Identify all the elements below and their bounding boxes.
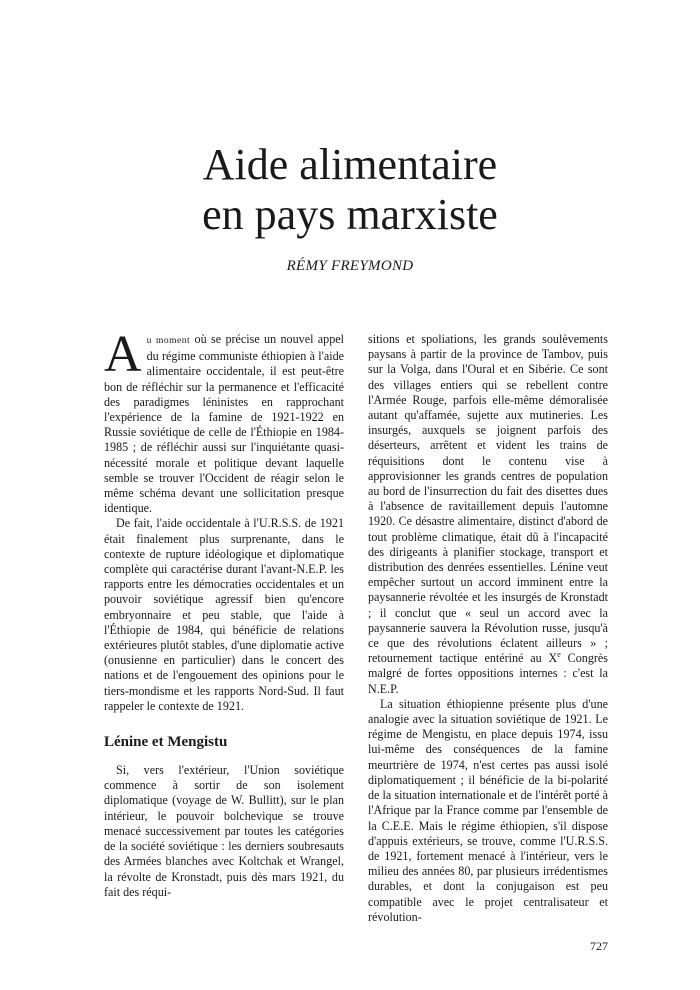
first-words: u moment: [146, 336, 191, 346]
paragraph-4-text: sitions et spoliations, les grands soulèvements paysans à partir de la province de Tambov, puis sur la Volga, dans l'Oural et en Sibérie. Ce sont des villages entiers qui se rebellent contre l'Armée Rouge, parfois elle-même démoralisée autant qu'affamée, sujette aux mutineries. Les insurgés, auxquels se joignent parfois des déserteurs, arrêtent et vident les trains de réquisitions dont le contenu vise à approvisionner les grands centres de population au bord de l'insurrection du fait des disettes dues à l'absence de ravitaillement depuis l'automne 1920. Ce désastre alimentaire, distinct d'abord de tout problème climatique, était dû à l'incapacité des dirigeants à planifier stockage, transport et distribution des denrées essentielles. Lénine veut empêcher surtout un accord imminent entre la paysannerie révoltée et les insurgés de Kronstadt ; il conclut que « seul un accord avec la paysannerie sauvera la Révolution russe, jusqu'à ce que des révolutions éclatent ailleurs » ; retournement tactique entériné au X: [368, 332, 608, 666]
paragraph-intro: [104, 326, 344, 516]
paragraph-2: De fait, l'aide occidentale à l'U.R.S.S. de 1921 était finalement plus surprenante, dans le contexte de rupture idéologique et diplomatique complète qui caractérise durant l'avant-N.E.P. les rapports entre les démocraties occidentales et un pouvoir soviétique agressif bien qu'encore embryonnaire et peu stable, que l'aide à l'Éthiopie de 1984, qui bénéficie de relations extérieures plutôt stables, d'une diplomatie active (onusienne en particulier) dans le concert des nations et de l'engouement des opinions pour le tiers-mondisme et les rapports Nord-Sud. Il faut rappeler le contexte de 1921.: [104, 516, 344, 713]
drop-cap: A: [104, 326, 142, 383]
page-number: 727: [590, 939, 608, 953]
left-column: [104, 326, 344, 900]
paragraph-5: La situation éthiopienne présente plus d'une analogie avec la situation soviétique de 1921. Le régime de Mengistu, en place depuis 1974, issu lui-même des conséquences de la famine meurtrière de 1974, n'est certes pas aussi isolé diplomatiquement ; il bénéficie de la bi-polarité de la situation internationale et de l'intérêt porté à l'Afrique par la France comme par l'ensemble de la C.E.E. Mais le régime éthiopien, s'il dispose d'appuis extérieurs, se trouve, comme l'U.R.S.S. de 1921, fortement menacé à l'intérieur, vers le milieu des années 80, par plusieurs irrédentismes durables, et dont la conjugaison est peu compatible avec le projet centralisateur et révolution-: [368, 696, 608, 924]
right-column: [368, 332, 608, 925]
paragraph-4-end: Congrès malgré de fortes oppositions internes : c'est la N.E.P.: [368, 651, 608, 696]
paragraph-4: [368, 332, 608, 697]
article-title: [0, 140, 700, 240]
paragraph-1-text: où se précise un nouvel appel du régime communiste éthiopien à l'aide alimentaire occidentale, il est peut-être bon de réfléchir sur la permanence et l'efficacité des paradigmes léninistes en rapprochant l'expérience de la famine de 1921-1922 en Russie soviétique de celle de l'Éthiopie en 1984-1985 ; de réfléchir aussi sur l'inquiétante quasi-nécessité morale et politique devant laquelle semble se trouver l'Occident de réagir selon le même schéma devant une sollicitation presque identique.: [104, 332, 344, 516]
title-line-2: en pays marxiste: [202, 190, 498, 239]
title-line-1: Aide alimentaire: [202, 140, 498, 189]
superscript-e: e: [557, 650, 561, 660]
section-heading: Lénine et Mengistu: [104, 734, 228, 751]
author-name: RÉMY FREYMOND: [286, 258, 414, 274]
paragraph-3: Si, vers l'extérieur, l'Union soviétique commence à sortir de son isolement diplomatique (voyage de W. Bullitt), sur le plan intérieur, le pouvoir bolchevique se trouve menacé successivement par toutes les catégories de la société soviétique : les derniers soubresauts des Armées blanches avec Koltchak et Wrangel, la révolte de Kronstadt, puis dès mars 1921, du fait des réqui-: [104, 763, 344, 899]
